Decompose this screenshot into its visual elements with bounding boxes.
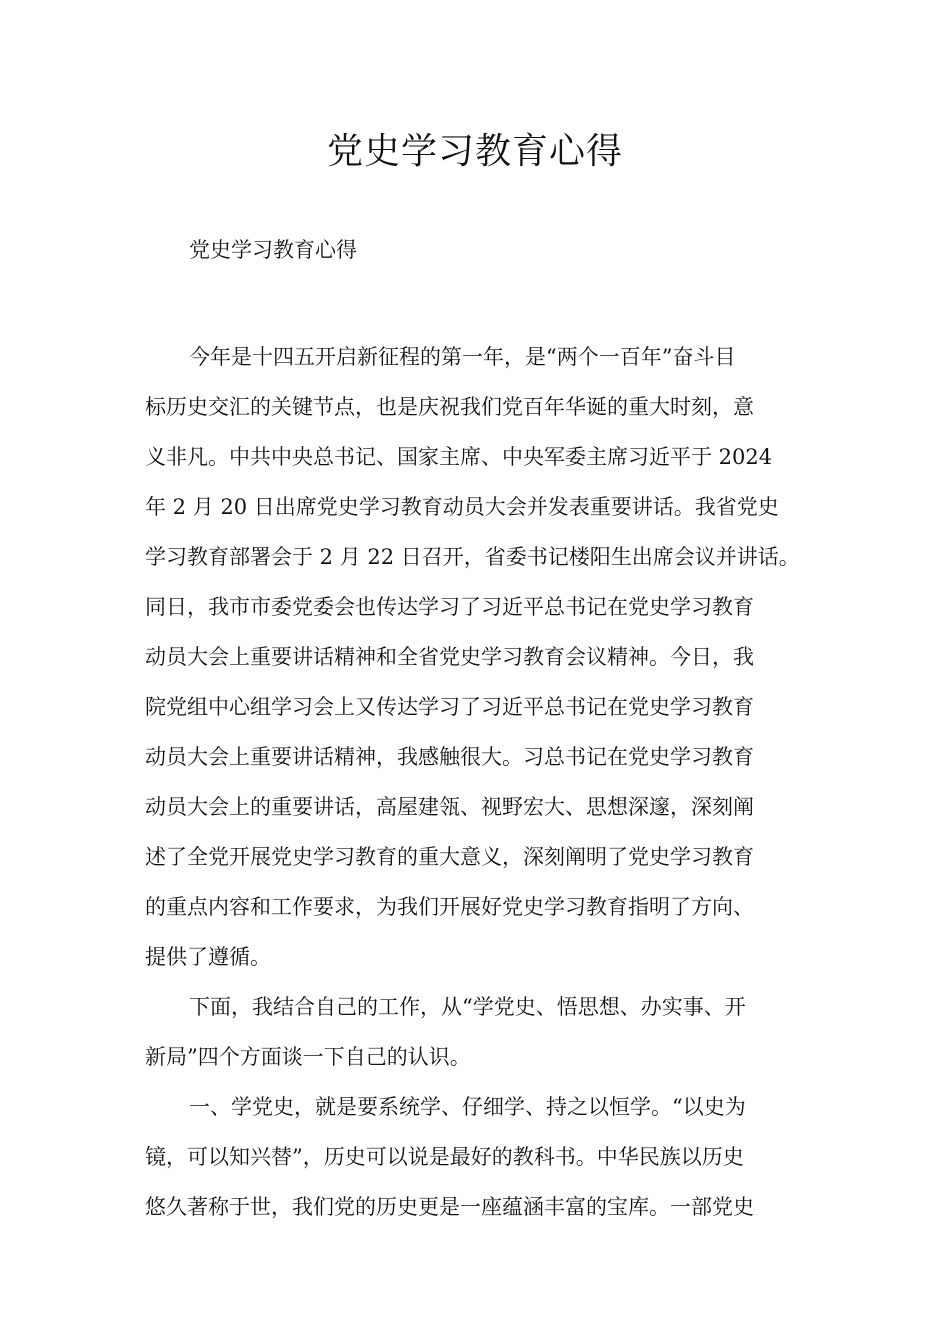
paragraph-1-line-4: 年 2 月 20 日出席党史学习教育动员大会并发表重要讲话。我省党史 [145, 495, 779, 519]
paragraph-1-line-13: 提供了遵循。 [145, 945, 271, 969]
paragraph-3-line-3: 悠久著称于世，我们党的历史更是一座蕴涵丰富的宝库。一部党史 [145, 1195, 754, 1219]
paragraph-2-line-1: 下面，我结合自己的工作，从“学党史、悟思想、办实事、开 [189, 995, 746, 1019]
paragraph-3-line-2: 镜，可以知兴替”，历史可以说是最好的教科书。中华民族以历史 [145, 1145, 744, 1169]
document-title: 党史学习教育心得 [326, 131, 623, 172]
document-subtitle: 党史学习教育心得 [189, 238, 357, 262]
paragraph-1-line-2: 标历史交汇的关键节点，也是庆祝我们党百年华诞的重大时刻，意 [145, 395, 754, 419]
paragraph-1-line-11: 述了全党开展党史学习教育的重大意义，深刻阐明了党史学习教育 [145, 845, 754, 869]
paragraph-1-line-3: 义非凡。中共中央总书记、国家主席、中央军委主席习近平于 2024 [145, 445, 773, 469]
paragraph-2-line-2: 新局”四个方面谈一下自己的认识。 [145, 1045, 471, 1069]
paragraph-1-line-6: 同日，我市市委党委会也传达学习了习近平总书记在党史学习教育 [145, 595, 754, 619]
paragraph-1-line-9: 动员大会上重要讲话精神，我感触很大。习总书记在党史学习教育 [145, 745, 754, 769]
document-body [145, 332, 805, 1232]
paragraph-3-line-1: 一、学党史，就是要系统学、仔细学、持之以恒学。“以史为 [189, 1095, 746, 1119]
paragraph-1-line-7: 动员大会上重要讲话精神和全省党史学习教育会议精神。今日，我 [145, 645, 754, 669]
paragraph-1-line-8: 院党组中心组学习会上又传达学习了习近平总书记在党史学习教育 [145, 695, 754, 719]
paragraph-1-line-10: 动员大会上的重要讲话，高屋建瓴、视野宏大、思想深邃，深刻阐 [145, 795, 754, 819]
paragraph-1-line-5: 学习教育部署会于 2 月 22 日召开，省委书记楼阳生出席会议并讲话。 [145, 545, 800, 569]
paragraph-1-line-12: 的重点内容和工作要求，为我们开展好党史学习教育指明了方向、 [145, 895, 754, 919]
paragraph-1-line-1: 今年是十四五开启新征程的第一年，是“两个一百年”奋斗目 [189, 345, 736, 369]
